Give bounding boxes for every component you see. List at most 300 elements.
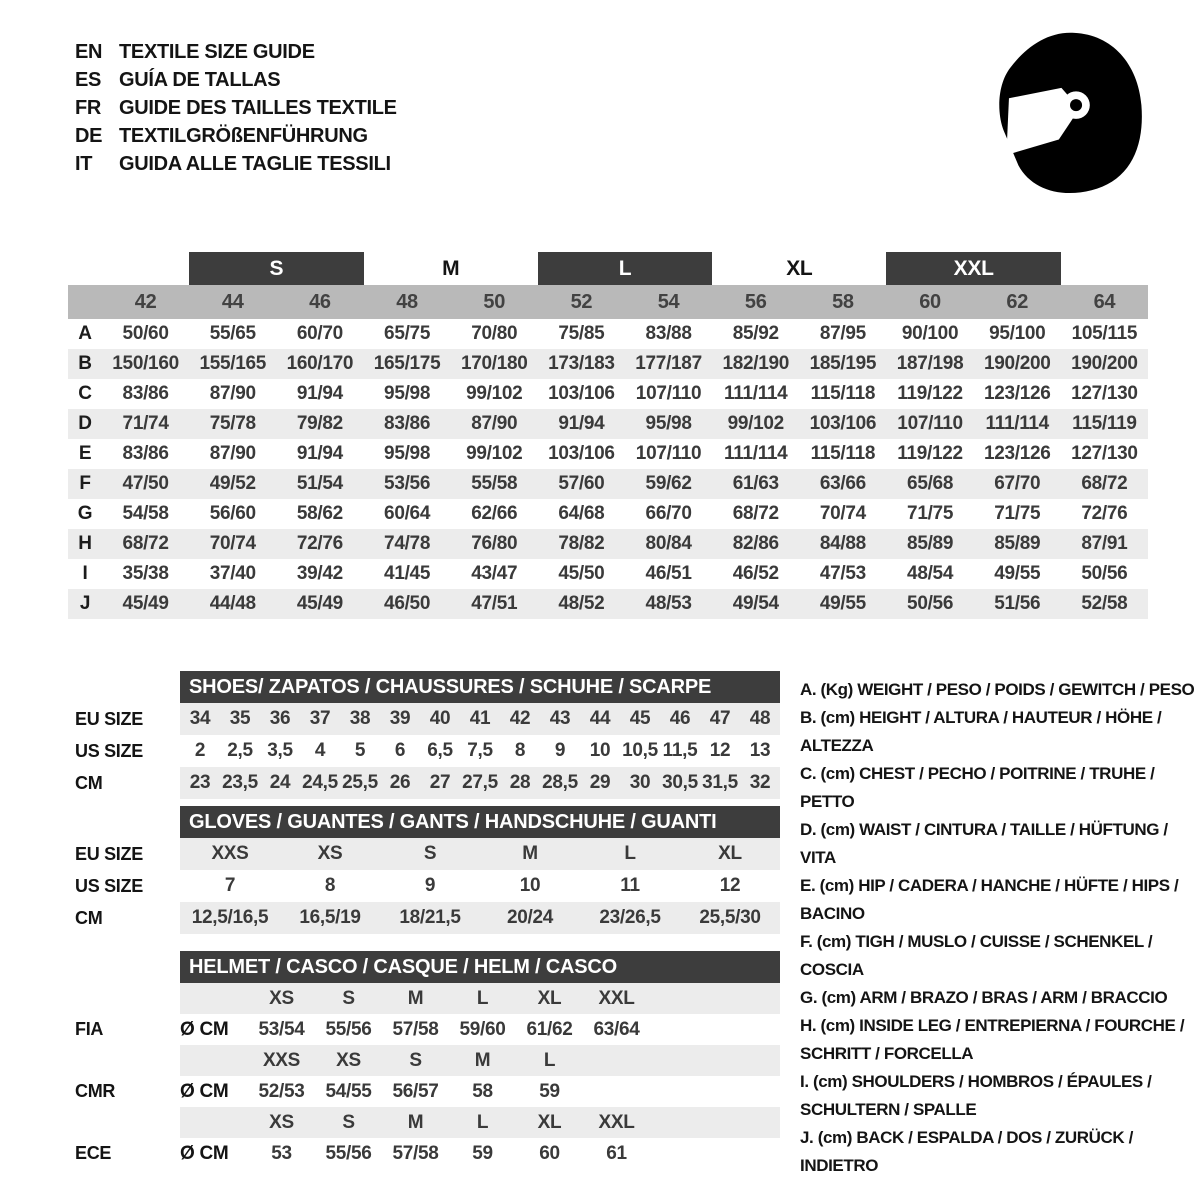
shoe-size-value: 4 <box>314 740 326 761</box>
size-value: 45/50 <box>558 563 605 584</box>
glove-size-value: 7 <box>224 875 236 896</box>
table-row <box>75 870 780 902</box>
size-value: 50/56 <box>1081 563 1128 584</box>
size-value: 111/114 <box>985 413 1049 434</box>
size-value: 90/100 <box>901 323 959 344</box>
sizes-row <box>68 285 1148 319</box>
size-value: 65/75 <box>384 323 431 344</box>
size-value: 95/98 <box>645 413 692 434</box>
helmet-size-value: 59/60 <box>459 1018 506 1040</box>
helmet-size-label: XXL <box>598 987 635 1009</box>
size-value: 84/88 <box>819 533 866 554</box>
glove-size-value: M <box>522 843 538 864</box>
helmet-size-label: M <box>407 987 424 1009</box>
shoe-size-value: 13 <box>749 740 771 761</box>
size-value: 99/102 <box>466 443 523 464</box>
shoe-size-value: 9 <box>554 740 566 761</box>
shoe-size-value: 29 <box>589 772 611 793</box>
glove-size-value: 10 <box>519 875 541 896</box>
size-value: 35/38 <box>122 563 169 584</box>
row-cells <box>180 902 780 934</box>
row-letter: H <box>78 533 92 554</box>
size-value: 45/49 <box>296 593 343 614</box>
row-cells <box>180 1107 780 1138</box>
row-label: US SIZE <box>75 740 143 761</box>
glove-size-value: 25,5/30 <box>699 907 761 928</box>
row-cells <box>180 983 780 1014</box>
row-letter: I <box>82 563 88 584</box>
size-value: 48/53 <box>645 593 692 614</box>
shoe-size-value: 48 <box>749 708 771 729</box>
shoe-size-value: 38 <box>349 708 371 729</box>
size-value: 85/89 <box>907 533 954 554</box>
size-number: 44 <box>221 290 244 313</box>
shoe-size-value: 7,5 <box>467 740 493 761</box>
size-value: 165/175 <box>373 353 441 374</box>
size-value: 46/50 <box>384 593 431 614</box>
size-value: 49/52 <box>209 473 256 494</box>
size-value: 70/80 <box>471 323 518 344</box>
legend-item: H. (cm) INSIDE LEG / ENTREPIERNA / FOURCHE / SCHRITT / FORCELLA <box>800 1016 1185 1063</box>
size-value: 70/74 <box>209 533 256 554</box>
helmet-size-value: 55/56 <box>325 1142 372 1164</box>
table-row <box>75 735 780 767</box>
size-number: 48 <box>396 290 418 313</box>
size-value: 127/130 <box>1071 383 1138 404</box>
helmet-size-value: 61 <box>606 1142 627 1164</box>
racing-helmet-icon <box>978 26 1150 198</box>
size-group-s: S <box>189 252 363 285</box>
shoe-size-value: 28,5 <box>542 772 578 793</box>
shoe-size-value: 10,5 <box>622 740 658 761</box>
shoe-size-value: 47 <box>709 708 731 729</box>
size-value: 59/62 <box>645 473 692 494</box>
size-value: 51/56 <box>994 593 1041 614</box>
table-row <box>75 767 780 799</box>
glove-size-value: S <box>423 843 437 864</box>
size-value: 60/70 <box>296 323 343 344</box>
row-letter: C <box>78 383 92 404</box>
legend-item: I. (cm) SHOULDERS / HOMBROS / ÉPAULES / SCHULTERN / SPALLE <box>800 1072 1152 1119</box>
helmet-size-label: XXS <box>262 1049 301 1071</box>
helmet-size-value: 52/53 <box>258 1080 305 1102</box>
language-title: TEXTILGRÖßENFÜHRUNG <box>119 125 368 147</box>
size-value: 71/74 <box>122 413 169 434</box>
glove-size-value: 9 <box>424 875 436 896</box>
legend-item: J. (cm) BACK / ESPALDA / DOS / ZURÜCK / INDIETRO <box>800 1128 1133 1175</box>
shoe-size-value: 34 <box>189 708 211 729</box>
glove-size-value: 8 <box>324 875 336 896</box>
shoe-size-value: 8 <box>514 740 526 761</box>
helmet-size-label: L <box>543 1049 556 1071</box>
size-value: 155/165 <box>199 353 267 374</box>
helmet-data-row <box>75 1076 780 1107</box>
shoe-size-value: 40 <box>429 708 451 729</box>
shoe-size-value: 27,5 <box>462 772 498 793</box>
row-cells <box>180 1138 780 1169</box>
size-value: 182/190 <box>722 353 790 374</box>
size-value: 173/183 <box>548 353 615 374</box>
size-value: 87/90 <box>209 443 256 464</box>
row-cells <box>180 1014 780 1045</box>
size-value: 37/40 <box>209 563 256 584</box>
glove-size-value: XL <box>718 843 742 864</box>
measurement-row-i <box>68 559 1148 589</box>
size-number: 60 <box>919 290 941 313</box>
size-number: 52 <box>570 290 593 313</box>
row-letter: J <box>79 593 91 614</box>
glove-size-value: 20/24 <box>506 907 554 928</box>
helmet-size-value: 59 <box>539 1080 560 1102</box>
language-row <box>75 66 397 94</box>
size-value: 95/98 <box>384 443 431 464</box>
row-letter: F <box>79 473 91 494</box>
helmet-size-label: M <box>474 1049 491 1071</box>
shoe-size-value: 25,5 <box>342 772 378 793</box>
helmet-data-row <box>75 1138 780 1169</box>
helmet-size-label: XXL <box>598 1111 635 1133</box>
shoe-size-value: 5 <box>354 740 366 761</box>
size-value: 85/92 <box>732 323 779 344</box>
size-value: 160/170 <box>286 353 354 374</box>
size-value: 44/48 <box>209 593 256 614</box>
size-value: 87/91 <box>1081 533 1128 554</box>
size-value: 185/195 <box>809 353 877 374</box>
shoe-size-value: 24 <box>269 772 291 793</box>
row-cells <box>180 703 780 735</box>
shoe-size-value: 6 <box>394 740 406 761</box>
shoes-table <box>75 671 780 799</box>
row-cells <box>180 838 780 870</box>
helmet-size-value: 55/56 <box>325 1018 372 1040</box>
helmet-size-label: S <box>342 987 355 1009</box>
shoes-title-bar: SHOES/ ZAPATOS / CHAUSSURES / SCHUHE / SCARPE <box>180 671 780 703</box>
glove-size-value: 12 <box>719 875 741 896</box>
row-letter: G <box>77 503 93 524</box>
standard-label: CMR <box>75 1081 116 1101</box>
size-value: 115/119 <box>1072 413 1137 434</box>
size-value: 95/100 <box>989 323 1046 344</box>
size-value: 91/94 <box>296 443 343 464</box>
glove-size-value: XS <box>317 843 343 864</box>
size-group-xl: XL <box>786 257 813 280</box>
gloves-title-bar: GLOVES / GUANTES / GANTS / HANDSCHUHE / GUANTI <box>180 806 780 838</box>
helmet-rows <box>75 983 780 1169</box>
row-cells <box>180 1076 780 1107</box>
size-number: 64 <box>1093 290 1116 313</box>
glove-size-value: 18/21,5 <box>399 907 461 928</box>
size-value: 111/114 <box>724 383 788 404</box>
size-value: 83/86 <box>122 383 169 404</box>
measurement-row-h <box>68 529 1148 559</box>
table-row <box>75 902 780 934</box>
size-value: 46/52 <box>732 563 779 584</box>
glove-size-value: L <box>624 843 636 864</box>
glove-size-value: 16,5/19 <box>299 907 361 928</box>
helmet-size-value: 58 <box>472 1080 493 1102</box>
language-title: GUÍA DE TALLAS <box>119 69 281 91</box>
shoe-size-value: 28 <box>509 772 531 793</box>
size-value: 190/200 <box>1071 353 1138 374</box>
shoe-size-value: 46 <box>669 708 691 729</box>
size-value: 60/64 <box>384 503 431 524</box>
size-value: 91/94 <box>296 383 343 404</box>
row-label: EU SIZE <box>75 843 143 864</box>
size-value: 50/60 <box>122 323 169 344</box>
size-value: 66/70 <box>645 503 692 524</box>
helmet-size-label: L <box>476 987 489 1009</box>
size-value: 50/56 <box>907 593 954 614</box>
size-group-l: L <box>538 252 712 285</box>
row-letter: E <box>78 443 92 464</box>
size-value: 71/75 <box>994 503 1041 524</box>
size-value: 87/90 <box>471 413 518 434</box>
size-value: 71/75 <box>907 503 954 524</box>
shoe-size-value: 24,5 <box>302 772 338 793</box>
shoe-size-value: 26 <box>389 772 411 793</box>
helmet-size-value: 60 <box>539 1142 560 1164</box>
helmet-table <box>75 951 780 1169</box>
language-row <box>75 122 397 150</box>
size-value: 72/76 <box>296 533 343 554</box>
gloves-table <box>75 806 780 934</box>
glove-size-value: 11 <box>620 875 640 896</box>
size-value: 150/160 <box>112 353 179 374</box>
helmet-size-value: 56/57 <box>392 1080 439 1102</box>
size-value: 45/49 <box>122 593 169 614</box>
language-row <box>75 94 397 122</box>
size-value: 115/118 <box>810 443 876 464</box>
size-value: 119/122 <box>897 443 963 464</box>
helmet-size-value: 57/58 <box>392 1018 439 1040</box>
shoe-size-value: 30,5 <box>662 772 698 793</box>
helmet-size-label: XS <box>269 987 294 1009</box>
size-value: 127/130 <box>1071 443 1138 464</box>
shoe-size-value: 31,5 <box>702 772 738 793</box>
shoe-size-value: 12 <box>709 740 731 761</box>
unit-label: Ø CM <box>180 1018 229 1040</box>
size-value: 47/53 <box>819 563 866 584</box>
legend-item: D. (cm) WAIST / CINTURA / TAILLE / HÜFTUNG / VITA <box>800 820 1168 867</box>
row-letter: B <box>78 353 92 374</box>
row-label: CM <box>75 907 103 928</box>
racing-helmet-icon <box>978 26 1150 203</box>
helmet-size-label: XS <box>336 1049 361 1071</box>
size-value: 83/86 <box>122 443 169 464</box>
glove-size-value: XXS <box>211 843 249 864</box>
size-value: 99/102 <box>466 383 523 404</box>
measurement-row-a <box>68 319 1148 349</box>
size-value: 76/80 <box>471 533 518 554</box>
size-value: 115/118 <box>810 383 876 404</box>
size-value: 55/65 <box>209 323 256 344</box>
size-value: 103/106 <box>548 383 615 404</box>
row-label: EU SIZE <box>75 708 143 729</box>
size-value: 111/114 <box>724 443 788 464</box>
size-guide-table <box>68 252 1148 619</box>
size-value: 74/78 <box>384 533 431 554</box>
size-value: 119/122 <box>897 383 963 404</box>
shoe-size-value: 6,5 <box>427 740 453 761</box>
shoe-size-value: 2 <box>194 740 206 761</box>
language-code: ES <box>75 69 102 91</box>
size-value: 83/86 <box>384 413 431 434</box>
shoe-size-value: 42 <box>509 708 531 729</box>
size-value: 48/52 <box>558 593 605 614</box>
size-value: 47/50 <box>122 473 169 494</box>
helmet-size-value: 61/62 <box>526 1018 573 1040</box>
shoe-size-value: 36 <box>269 708 291 729</box>
helmet-sizes-row <box>75 1045 780 1076</box>
size-number: 54 <box>657 290 680 313</box>
helmet-size-value: 54/55 <box>325 1080 372 1102</box>
helmet-size-value: 53 <box>271 1142 292 1164</box>
size-value: 107/110 <box>897 413 963 434</box>
size-value: 51/54 <box>296 473 343 494</box>
size-value: 80/84 <box>645 533 692 554</box>
helmet-size-value: 59 <box>472 1142 493 1164</box>
language-code: IT <box>75 153 93 175</box>
helmet-size-label: XL <box>537 1111 562 1133</box>
size-number: 56 <box>744 290 767 313</box>
size-value: 54/58 <box>122 503 169 524</box>
row-letter: D <box>78 413 92 434</box>
language-title: TEXTILE SIZE GUIDE <box>119 41 315 63</box>
size-value: 103/106 <box>548 443 615 464</box>
language-row <box>75 150 397 178</box>
size-value: 55/58 <box>471 473 518 494</box>
size-value: 75/78 <box>209 413 256 434</box>
row-label-spacer <box>75 983 180 1014</box>
row-letter: A <box>78 323 92 344</box>
size-value: 67/70 <box>994 473 1041 494</box>
shoes-rows <box>75 703 780 799</box>
measurement-row-g <box>68 499 1148 529</box>
legend-item: C. (cm) CHEST / PECHO / POITRINE / TRUHE / PETTO <box>800 764 1155 811</box>
glove-size-value: 23/26,5 <box>599 907 661 928</box>
size-value: 61/63 <box>732 473 779 494</box>
helmet-title-bar: HELMET / CASCO / CASQUE / HELM / CASCO <box>180 951 780 983</box>
language-title-block <box>75 38 397 178</box>
size-value: 57/60 <box>558 473 605 494</box>
size-value: 91/94 <box>558 413 605 434</box>
helmet-sizes-row <box>75 1107 780 1138</box>
helmet-size-value: 57/58 <box>392 1142 439 1164</box>
size-value: 63/66 <box>819 473 866 494</box>
shoe-size-value: 10 <box>589 740 611 761</box>
helmet-size-label: L <box>476 1111 489 1133</box>
shoe-size-value: 45 <box>629 708 651 729</box>
size-value: 46/51 <box>645 563 692 584</box>
legend-item: B. (cm) HEIGHT / ALTURA / HAUTEUR / HÖHE / ALTEZZA <box>800 708 1162 755</box>
size-value: 68/72 <box>1081 473 1128 494</box>
size-group-m: M <box>442 257 460 280</box>
size-value: 82/86 <box>732 533 779 554</box>
size-value: 68/72 <box>732 503 779 524</box>
shoe-size-value: 27 <box>429 772 451 793</box>
size-value: 87/90 <box>209 383 256 404</box>
language-title: GUIDE DES TAILLES TEXTILE <box>119 97 397 119</box>
unit-label: Ø CM <box>180 1080 229 1102</box>
language-code: EN <box>75 41 103 63</box>
size-groups-row <box>68 252 1148 285</box>
legend-item: E. (cm) HIP / CADERA / HANCHE / HÜFTE / HIPS / BACINO <box>800 876 1179 923</box>
table-row <box>75 703 780 735</box>
size-value: 49/54 <box>732 593 779 614</box>
size-number: 50 <box>483 290 506 313</box>
size-value: 49/55 <box>994 563 1041 584</box>
helmet-size-label: S <box>409 1049 422 1071</box>
size-value: 83/88 <box>645 323 692 344</box>
legend-item: G. (cm) ARM / BRAZO / BRAS / ARM / BRACCIO <box>800 988 1168 1007</box>
measurement-row-b <box>68 349 1148 379</box>
size-value: 70/74 <box>819 503 866 524</box>
shoe-size-value: 35 <box>229 708 251 729</box>
size-value: 79/82 <box>296 413 343 434</box>
size-value: 68/72 <box>122 533 169 554</box>
size-value: 78/82 <box>558 533 605 554</box>
helmet-size-label: S <box>342 1111 355 1133</box>
shoe-size-value: 3,5 <box>267 740 293 761</box>
size-value: 64/68 <box>558 503 605 524</box>
size-value: 107/110 <box>635 443 702 464</box>
size-value: 72/76 <box>1081 503 1128 524</box>
row-cells <box>180 767 780 799</box>
shoe-size-value: 43 <box>549 708 571 729</box>
size-value: 39/42 <box>296 563 343 584</box>
language-row <box>75 38 397 66</box>
measurement-legend <box>800 676 1198 1180</box>
measurement-row-d <box>68 409 1148 439</box>
row-cells <box>180 735 780 767</box>
size-value: 103/106 <box>809 413 877 434</box>
shoe-size-value: 2,5 <box>227 740 253 761</box>
glove-size-value: 12,5/16,5 <box>191 907 269 928</box>
measurement-row-j <box>68 589 1148 619</box>
size-value: 190/200 <box>983 353 1051 374</box>
shoe-size-value: 23 <box>189 772 211 793</box>
row-label-spacer <box>75 1107 180 1138</box>
size-number: 58 <box>832 290 854 313</box>
size-value: 48/54 <box>907 563 954 584</box>
size-value: 85/89 <box>994 533 1041 554</box>
size-value: 87/95 <box>819 323 866 344</box>
helmet-data-row <box>75 1014 780 1045</box>
size-number: 46 <box>309 290 331 313</box>
helmet-size-label: XS <box>269 1111 294 1133</box>
shoe-size-value: 41 <box>469 708 491 729</box>
table-row <box>75 838 780 870</box>
shoe-size-value: 39 <box>389 708 411 729</box>
legend-item: F. (cm) TIGH / MUSLO / CUISSE / SCHENKEL / COSCIA <box>800 932 1153 979</box>
helmet-sizes-row <box>75 983 780 1014</box>
size-number: 42 <box>134 290 157 313</box>
shoe-size-value: 30 <box>629 772 651 793</box>
row-label: US SIZE <box>75 875 143 896</box>
language-code: DE <box>75 125 103 147</box>
standard-label: FIA <box>75 1019 104 1039</box>
size-group-xxl: XXL <box>886 252 1060 285</box>
size-value: 56/60 <box>209 503 256 524</box>
standard-label: ECE <box>75 1143 112 1163</box>
row-cells <box>180 870 780 902</box>
helmet-size-label: M <box>407 1111 424 1133</box>
size-value: 187/198 <box>896 353 964 374</box>
size-value: 47/51 <box>471 593 518 614</box>
language-title: GUIDA ALLE TAGLIE TESSILI <box>119 153 391 175</box>
size-value: 170/180 <box>460 353 528 374</box>
shoe-size-value: 32 <box>749 772 771 793</box>
